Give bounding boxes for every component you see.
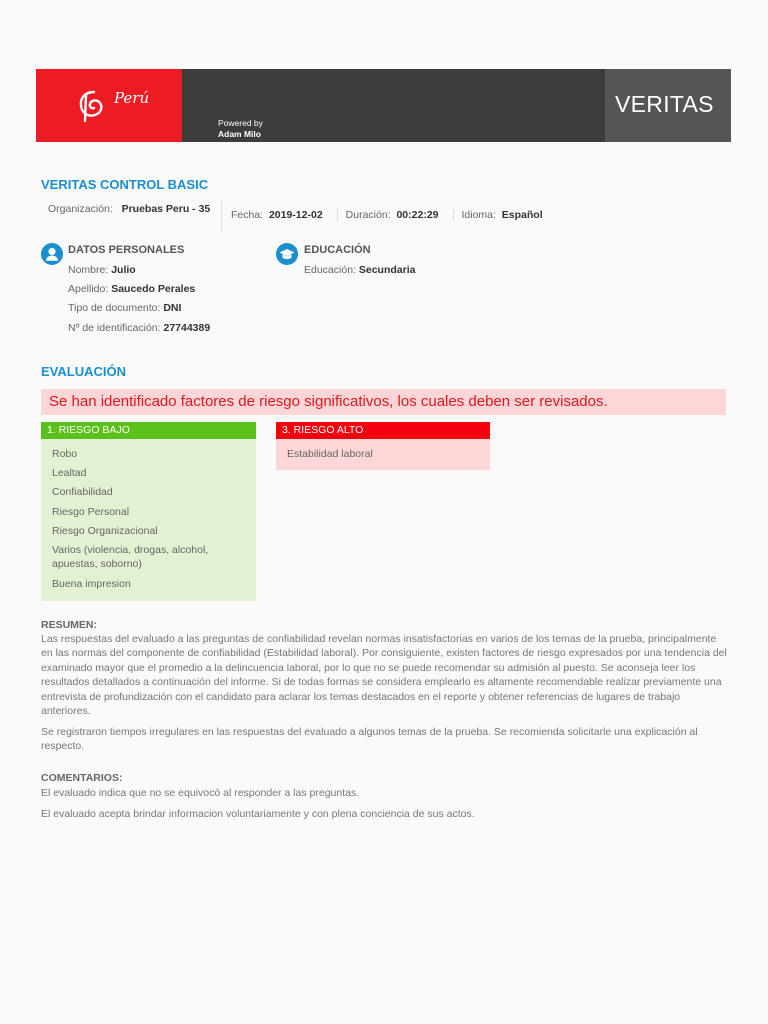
summary-paragraph: Las respuestas del evaluado a las preguntas de confiabilidad revelan normas insatisfactorias en varios de los temas de la prueba, principalmente en las normas del componente de confiabilidad (Estabilidad laboral). Por consiguiente, existen factores de riesgo expresados por una tendencia del examinado mayor que el promedio a la delincuencia laboral, por lo que no se puede recomendar su admisión al puesto. Se aconseja leer los resultados detallados a continuación del informe. Si de todas formas se considera emplearlo es altamente recomendable realizar previamente una entrevista de profundización con el candidato para aclarar los temas destacados en el reporte y obtener referencias de lugares de trabajo anteriores.: [41, 633, 727, 718]
peru-logo-block: [36, 69, 182, 142]
report-header: [36, 69, 731, 142]
low-risk-item: Lealtad: [52, 467, 87, 479]
duration-value: 00:22:29: [396, 209, 439, 221]
low-risk-item: Robo: [52, 448, 78, 460]
surname-value: Saucedo Perales: [111, 283, 196, 295]
surname-field: [68, 283, 195, 295]
graduation-cap-icon: [276, 243, 298, 265]
name-value: Julio: [111, 264, 136, 276]
date-value: 2019-12-02: [268, 209, 323, 221]
comments-label: COMENTARIOS:: [41, 772, 123, 784]
id-number-value: 27744389: [163, 322, 211, 334]
high-risk-item: Estabilidad laboral: [287, 448, 373, 460]
personal-data-heading: DATOS PERSONALES: [68, 244, 185, 256]
name-field: [68, 264, 136, 276]
powered-by-label: Powered by: [218, 118, 263, 128]
comment-line: El evaluado indica que no se equivocó al responder a las preguntas.: [41, 787, 360, 799]
meta-divider: [453, 209, 454, 221]
low-risk-panel: [41, 422, 256, 601]
language-value: Español: [501, 209, 543, 221]
education-label: Educación:: [304, 264, 356, 276]
low-risk-heading: 1. RIESGO BAJO: [41, 422, 256, 439]
organization-label: Organización:: [48, 203, 113, 215]
date-label: Fecha:: [231, 209, 264, 221]
document-type-field: [68, 302, 181, 314]
education-heading: EDUCACIÓN: [304, 244, 371, 256]
report-title: VERITAS CONTROL BASIC: [41, 177, 209, 192]
summary-paragraph: Se registraron tiempos irregulares en las respuestas del evaluado a algunos temas de la prueba. Se recomienda solicitarle una explicación al respecto.: [41, 726, 698, 753]
low-risk-item: Buena impresion: [52, 578, 131, 590]
high-risk-panel: [276, 422, 490, 470]
powered-by-block: [182, 69, 605, 142]
organization-value: Pruebas Peru - 35: [121, 203, 211, 215]
peru-logo-text: Perú: [114, 89, 150, 107]
peru-spiral-logo-icon: [76, 87, 112, 125]
language-label: Idioma:: [461, 209, 496, 221]
evaluation-title: EVALUACIÓN: [41, 364, 126, 379]
id-number-field: [68, 322, 210, 334]
meta-divider: [337, 209, 338, 221]
name-label: Nombre:: [68, 264, 109, 276]
brand-name: VERITAS: [615, 91, 714, 117]
organization-field: [48, 202, 216, 216]
high-risk-heading: 3. RIESGO ALTO: [276, 422, 490, 439]
meta-details: [231, 209, 543, 221]
education-value: Secundaria: [358, 264, 416, 276]
low-risk-item: Varios (violencia, drogas, alcohol, apuestas, soborno): [52, 544, 209, 570]
user-icon: [41, 243, 63, 265]
meta-divider: [221, 200, 222, 232]
document-type-value: DNI: [163, 302, 182, 314]
low-risk-item: Riesgo Organizacional: [52, 525, 158, 537]
id-number-label: Nº de identificación:: [68, 322, 161, 334]
risk-alert-banner: Se han identificado factores de riesgo significativos, los cuales deben ser revisados.: [41, 389, 726, 415]
low-risk-item: Confiabilidad: [52, 486, 113, 498]
report-meta: [41, 200, 731, 233]
education-field: [304, 264, 415, 276]
low-risk-item: Riesgo Personal: [52, 506, 130, 518]
duration-label: Duración:: [345, 209, 391, 221]
comment-line: El evaluado acepta brindar informacion voluntariamente y con plena conciencia de sus actos.: [41, 808, 475, 820]
summary-label: RESUMEN:: [41, 619, 98, 631]
powered-by-name: Adam Milo: [218, 129, 261, 139]
document-type-label: Tipo de documento:: [68, 302, 161, 314]
brand-block: [605, 69, 731, 142]
surname-label: Apellido:: [68, 283, 109, 295]
